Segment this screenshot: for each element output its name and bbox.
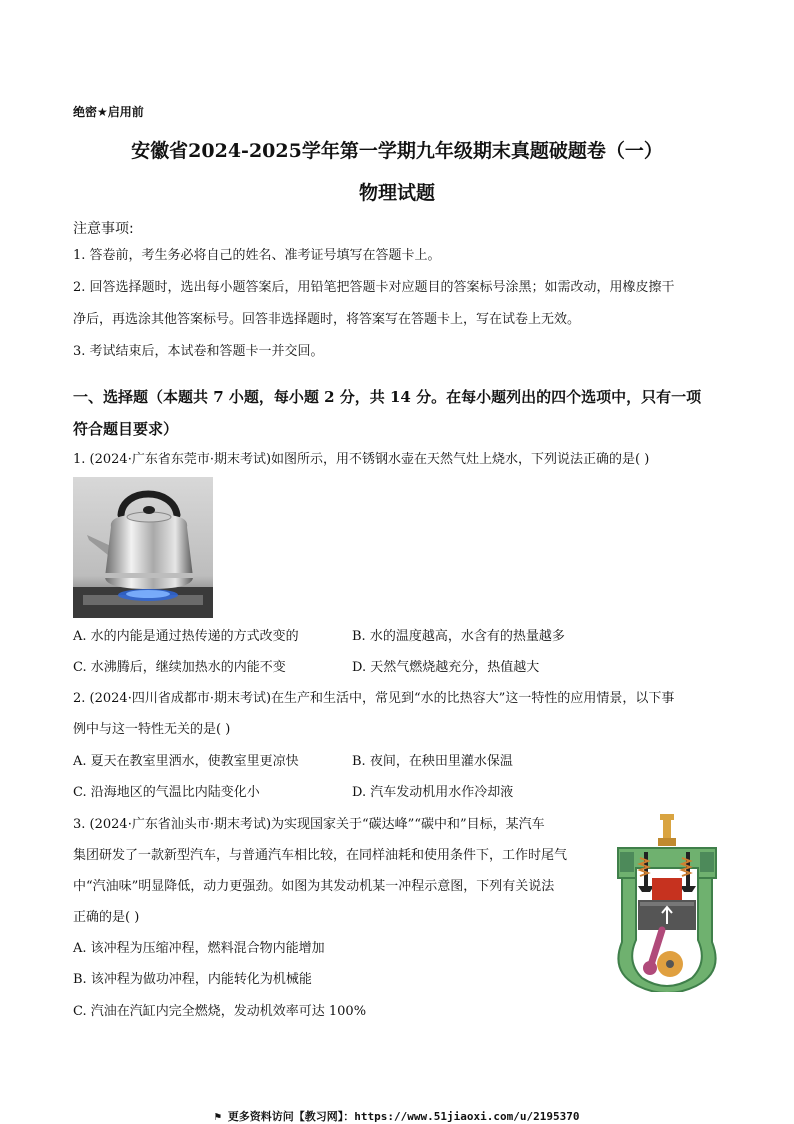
note-item-3: 3. 考试结束后，本试卷和答题卡一并交回。	[73, 344, 324, 359]
footer-text: 更多资料访问【教习网】：https://www.51jiaoxi.com/u/2195370	[227, 1110, 580, 1123]
question-3-option-b: B. 该冲程为做功冲程，内能转化为机械能	[73, 972, 312, 987]
question-2-option-d: D. 汽车发动机用水作冷却液	[352, 785, 514, 800]
flag-icon: ⚑	[214, 1110, 228, 1123]
question-2-option-c: C. 沿海地区的气温比内陆变化小	[73, 785, 260, 800]
notes-label: 注意事项:	[73, 221, 134, 237]
note-item-2-cont: 净后，再选涂其他答案标号。回答非选择题时，将答案写在答题卡上，写在试卷上无效。	[73, 312, 581, 327]
exam-subtitle: 物理试题	[358, 182, 435, 204]
exam-title: 安徽省2024-2025学年第一学期九年级期末真题破题卷（一）	[131, 140, 663, 162]
footer-link[interactable]	[0, 1108, 794, 1124]
engine-stroke-diagram	[612, 812, 722, 992]
question-1-option-b: B. 水的温度越高，水含有的热量越多	[352, 629, 565, 644]
note-item-1: 1. 答卷前，考生务必将自己的姓名、准考证号填写在答题卡上。	[73, 248, 441, 263]
question-2-stem-cont: 例中与这一特性无关的是( )	[73, 722, 231, 737]
question-2-option-b: B. 夜间，在秧田里灌水保温	[352, 754, 513, 769]
question-1-option-c: C. 水沸腾后，继续加热水的内能不变	[73, 660, 286, 675]
question-2-stem: 2. (2024·四川省成都市·期末考试)在生产和生活中，常见到“水的比热容大”这一特性的应用情景，以下事	[73, 691, 675, 706]
question-1-option-d: D. 天然气燃烧越充分，热值越大	[352, 660, 540, 675]
question-3-stem-cont-3: 正确的是( )	[73, 910, 140, 925]
question-3-option-a: A. 该冲程为压缩冲程，燃料混合物内能增加	[73, 941, 325, 956]
question-2-option-a: A. 夏天在教室里洒水，使教室里更凉快	[73, 754, 299, 769]
question-1-stem: 1. (2024·广东省东莞市·期末考试)如图所示，用不锈钢水壶在天然气灶上烧水，下列说法正确的是( )	[73, 452, 650, 467]
question-3-option-c: C. 汽油在汽缸内完全燃烧，发动机效率可达 100%	[73, 1004, 367, 1019]
section-heading-cont: 符合题目要求）	[73, 420, 179, 438]
question-1-option-a: A. 水的内能是通过热传递的方式改变的	[73, 629, 299, 644]
kettle-image	[73, 477, 213, 618]
section-heading: 一、选择题（本题共 7 小题，每小题 2 分，共 14 分。在每小题列出的四个选项中，只有一项	[73, 388, 702, 406]
confidential-mark: 绝密★启用前	[73, 105, 144, 119]
question-3-stem-cont-1: 集团研发了一款新型汽车，与普通汽车相比较，在同样油耗和使用条件下，工作时尾气	[73, 848, 568, 863]
note-item-2: 2. 回答选择题时，选出每小题答案后，用铅笔把答题卡对应题目的答案标号涂黑；如需改动，用橡皮擦干	[73, 280, 675, 295]
question-3-stem: 3. (2024·广东省汕头市·期末考试)为实现国家关于“碳达峰”“碳中和”目标，某汽车	[73, 817, 545, 832]
question-3-stem-cont-2: 中“汽油味”明显降低，动力更强劲。如图为其发动机某一冲程示意图，下列有关说法	[73, 879, 555, 894]
